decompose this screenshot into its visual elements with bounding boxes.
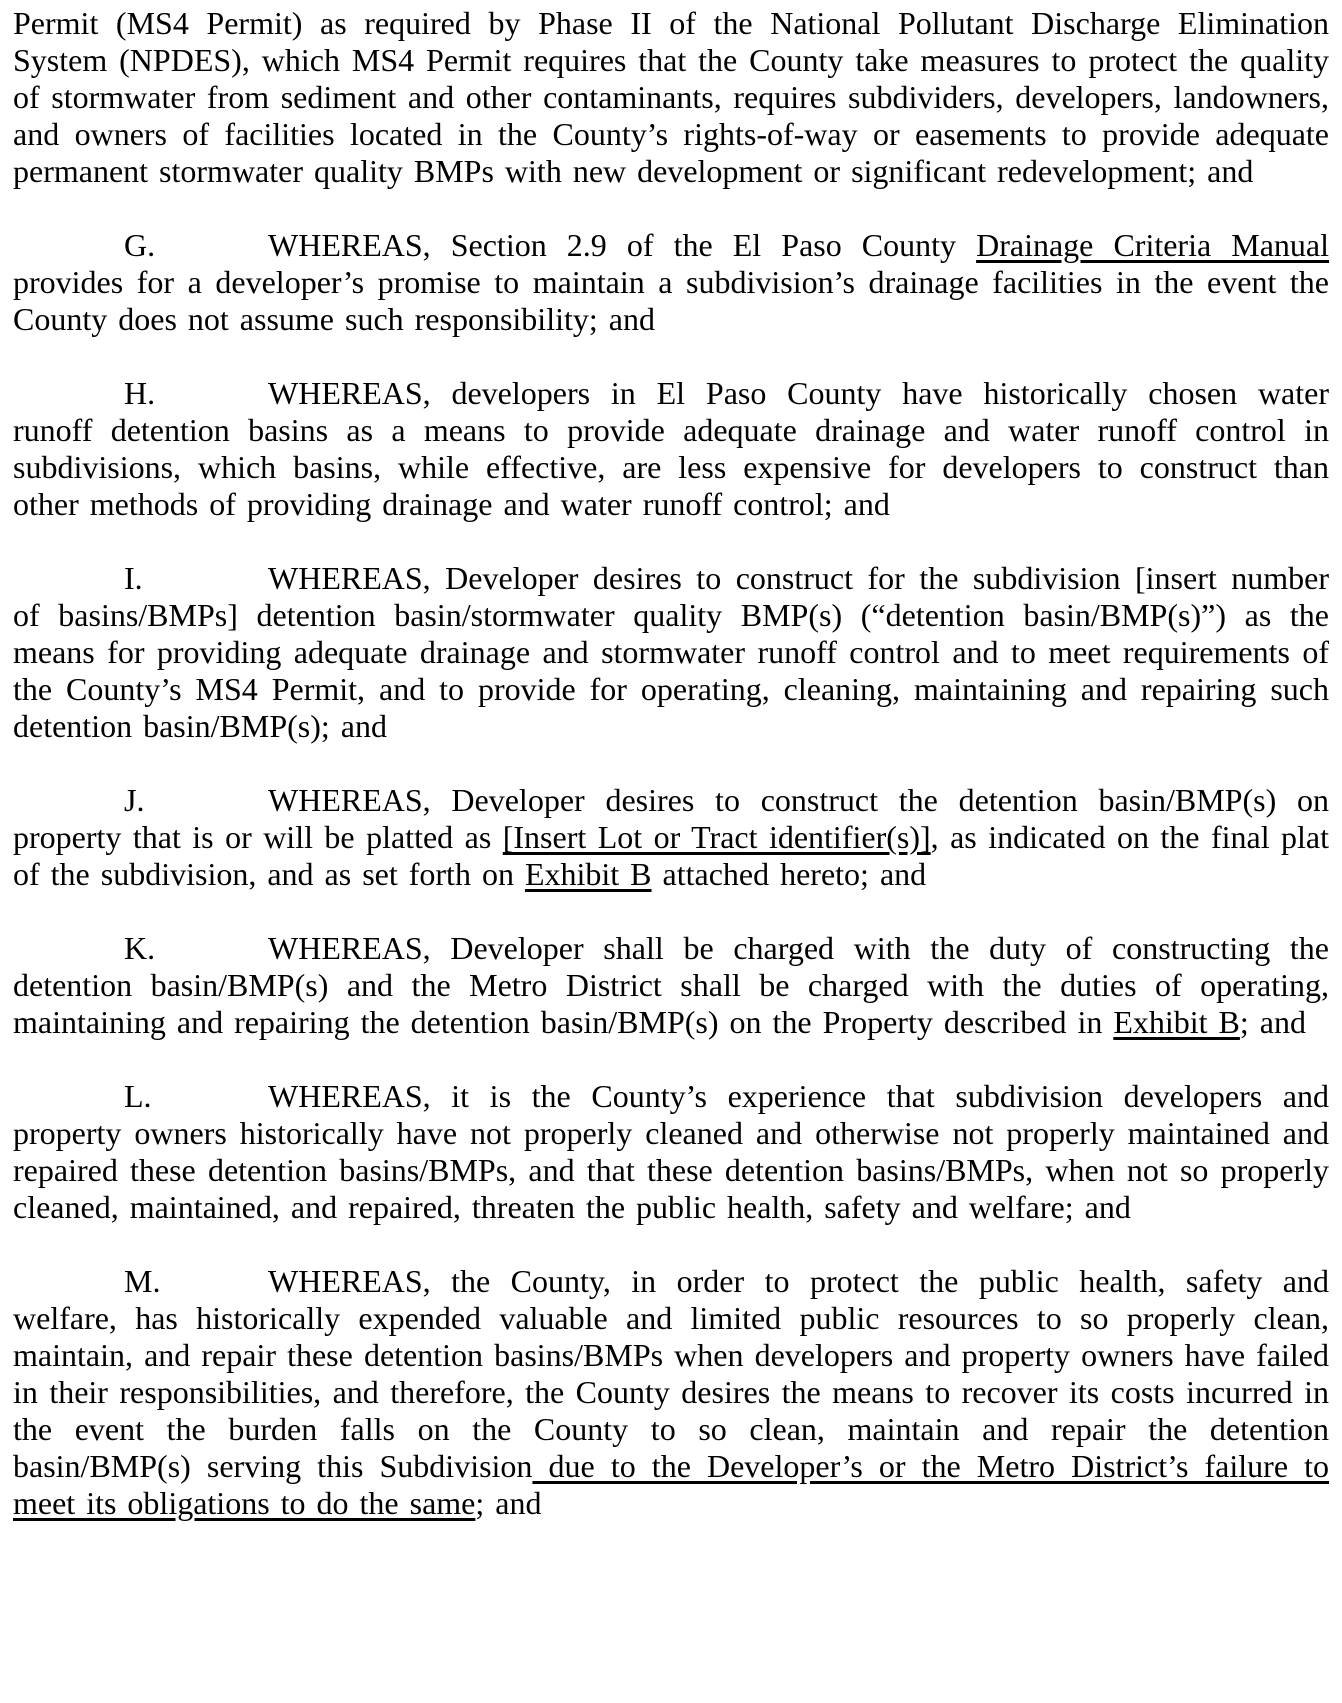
- text-run: WHEREAS, Developer shall be charged with the duty of constructing the detention basin/BMP(s) and the Metro District shall be charged with the duties of operating, maintaining and repairing the detention basin/BMP(s) on the Property described in: [13, 930, 1329, 1040]
- underlined-text-run: Drainage Criteria Manual: [976, 227, 1330, 263]
- text-run: ; and: [475, 1485, 542, 1521]
- underlined-text-run: Exhibit B: [1113, 1004, 1240, 1040]
- text-run: WHEREAS, developers in El Paso County have historically chosen water runoff detention basins as a means to provide adequate drainage and water runoff control in subdivisions, which basins, while effective, are less expensive for developers to construct than other methods of providing drainage and water runoff control; and: [13, 375, 1329, 522]
- text-run: WHEREAS, it is the County’s experience that subdivision developers and property owners historically have not properly cleaned and otherwise not properly maintained and repaired these detention basins/BMPs, and that these detention basins/BMPs, when not so properly cleaned, maintained, and repaired, threaten the public health, safety and welfare; and: [13, 1078, 1329, 1225]
- whereas-paragraph-K: [13, 930, 1329, 1041]
- text-run: Permit (MS4 Permit) as required by Phase II of the National Pollutant Discharge Elimination System (NPDES), which MS4 Permit requires that the County take measures to protect the quality of stormwater from sediment and other contaminants, requires subdividers, developers, landowners, and owners of facilities located in the County’s rights-of-way or easements to provide adequate permanent stormwater quality BMPs with new development or significant redevelopment; and: [13, 5, 1329, 189]
- whereas-paragraph-G: [13, 227, 1329, 338]
- document-body: [13, 5, 1329, 1522]
- whereas-paragraph-H: [13, 375, 1329, 523]
- whereas-paragraph-J: [13, 782, 1329, 893]
- paragraph-letter: L.: [124, 1078, 152, 1114]
- whereas-paragraph-I: [13, 560, 1329, 745]
- text-run: , as indicated on the final plat of the subdivision, and as set forth on: [13, 819, 1330, 892]
- text-run: WHEREAS, the County, in order to protect the public health, safety and welfare, has historically expended valuable and limited public resources to so properly clean, maintain, and repair these detention basins/BMPs when developers and property owners have failed in their responsibilities, and therefore, the County desires the means to recover its costs incurred in the event the burden falls on the County to so clean, maintain and repair the detention basin/BMP(s) serving this Subdivision: [13, 1263, 1329, 1484]
- text-run: provides for a developer’s promise to maintain a subdivision’s drainage facilities in the event the County does not assume such responsibility; and: [13, 264, 1329, 337]
- paragraph-intro-continuation: [13, 5, 1329, 190]
- text-run: WHEREAS, Section 2.9 of the El Paso County: [268, 227, 977, 263]
- paragraph-letter: K.: [124, 930, 156, 966]
- paragraph-letter: G.: [124, 227, 156, 263]
- whereas-paragraph-M: [13, 1263, 1329, 1522]
- text-run: ; and: [1239, 1004, 1306, 1040]
- whereas-paragraph-L: [13, 1078, 1329, 1226]
- paragraph-letter: M.: [124, 1263, 161, 1299]
- text-run: attached hereto; and: [651, 856, 927, 892]
- text-run: WHEREAS, Developer desires to construct for the subdivision [insert number of basins/BMPs] detention basin/stormwater quality BMP(s) (“detention basin/BMP(s)”) as the means for providing adequate drainage and stormwater runoff control and to meet requirements of the County’s MS4 Permit, and to provide for operating, cleaning, maintaining and repairing such detention basin/BMP(s); and: [13, 560, 1329, 744]
- paragraph-letter: I.: [124, 560, 143, 596]
- underlined-text-run: [Insert Lot or Tract identifier(s)]: [502, 819, 931, 855]
- underlined-text-run: due to the Developer’s or the Metro District’s failure to meet its obligations to do the same: [13, 1448, 1330, 1521]
- paragraph-letter: J.: [124, 782, 145, 818]
- text-run: WHEREAS, Developer desires to construct the detention basin/BMP(s) on property that is or will be platted as: [13, 782, 1329, 855]
- underlined-text-run: Exhibit B: [524, 856, 652, 892]
- paragraph-letter: H.: [124, 375, 156, 411]
